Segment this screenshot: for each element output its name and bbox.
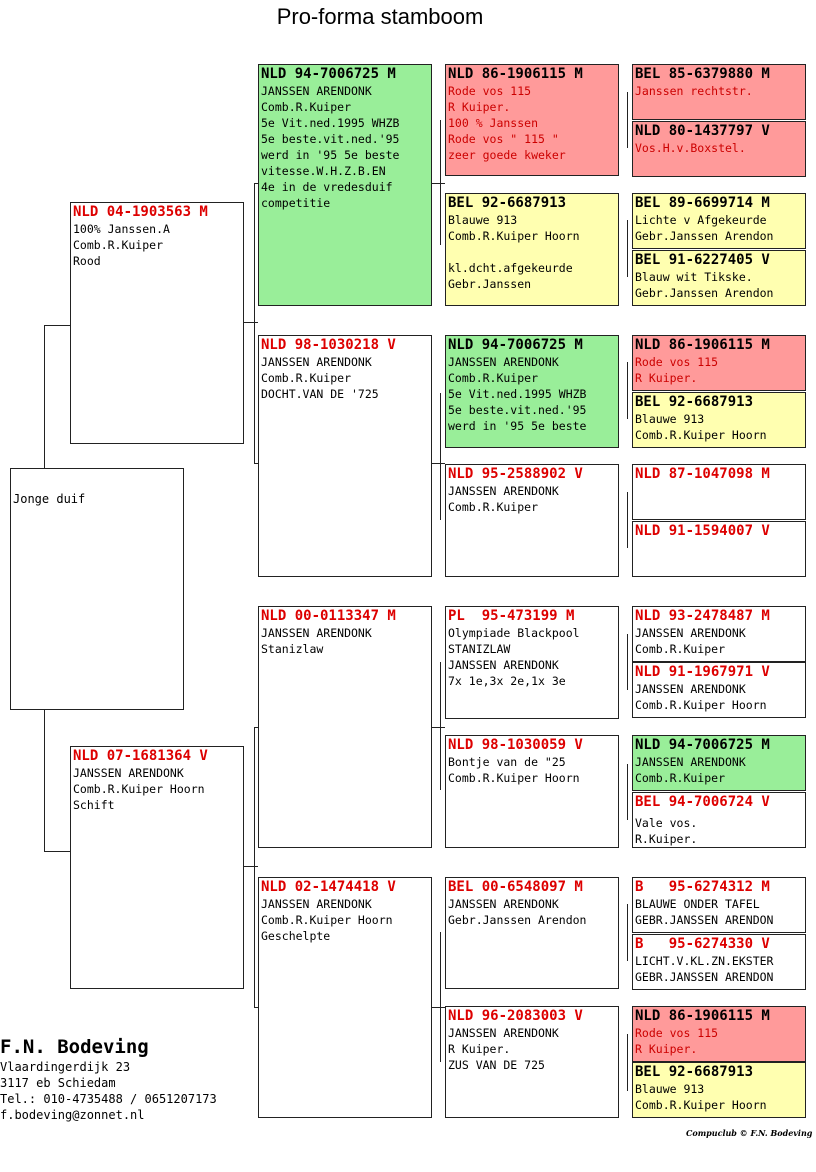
connector [432,1007,445,1008]
owner-name: F.N. Bodeving [0,1036,149,1058]
connector [627,492,628,548]
info-line: Blauwe 913 [635,412,705,426]
pigeon-box [258,877,432,1118]
info-line: Olympiade Blackpool [448,626,580,640]
connector [627,634,628,690]
info-line: 4e in de vredesduif [261,180,393,194]
email-line: f.bodeving@zonnet.nl [0,1108,145,1122]
info-line: 5e Vit.ned.1995 WHZB [448,387,587,401]
info-line: 5e beste.vit.ned.'95 [448,403,587,417]
info-line: Comb.R.Kuiper [261,371,352,385]
info-line: 7x 1e,3x 2e,1x 3e [448,674,566,688]
info-line: 100 % Janssen [448,116,539,130]
pigeon-box [258,335,432,577]
info-line: Comb.R.Kuiper [73,238,164,252]
info-line: R Kuiper. [448,1042,511,1056]
pigeon-box [445,1006,619,1118]
info-line: Comb.R.Kuiper [448,500,539,514]
connector [243,322,258,323]
connector [440,120,441,245]
info-line: JANSSEN ARENDONK [261,84,372,98]
info-line: Vos.H.v.Boxstel. [635,141,746,155]
ring-number: B 95-6274330 V [635,936,770,952]
connector [44,851,70,852]
info-line: vitesse.W.H.Z.B.EN [261,164,386,178]
connector [432,183,445,184]
pigeon-box [632,392,806,448]
info-line: JANSSEN ARENDONK [261,897,372,911]
ring-number: NLD 87-1047098 M [635,466,770,482]
pigeon-box [445,735,619,848]
info-line: Comb.R.Kuiper Hoorn [73,782,205,796]
connector [44,325,70,326]
ring-number: NLD 86-1906115 M [635,337,770,353]
info-line: STANIZLAW [448,642,511,656]
ring-number: NLD 94-7006725 M [261,66,396,82]
pigeon-box [632,464,806,520]
info-line: Rode vos 115 [635,355,719,369]
pigeon-box [632,335,806,391]
connector [627,1034,628,1091]
info-line: JANSSEN ARENDONK [635,755,746,769]
pigeon-box [632,521,806,577]
ring-number: BEL 92-6687913 [448,195,567,211]
pigeon-box [445,877,619,989]
dam-box [70,746,244,989]
ring-number: NLD 98-1030218 V [261,337,396,353]
info-line: Vale vos. [635,816,698,830]
address-line: 3117 eb Schiedam [0,1076,116,1090]
info-line: Comb.R.Kuiper [448,371,539,385]
info-line: JANSSEN ARENDONK [448,484,559,498]
ring-number: B 95-6274312 M [635,879,770,895]
address-line: Vlaardingerdijk 23 [0,1060,131,1074]
connector [627,362,628,419]
info-line: JANSSEN ARENDONK [635,682,746,696]
ring-number: NLD 07-1681364 V [73,748,208,764]
pigeon-box [632,1062,806,1118]
info-line: 5e Vit.ned.1995 WHZB [261,116,400,130]
info-line: Comb.R.Kuiper [635,771,726,785]
info-line: Lichte v Afgekeurde [635,213,767,227]
info-line [446,244,618,260]
info-line: JANSSEN ARENDONK [635,626,746,640]
pigeon-box [258,606,432,848]
info-line: GEBR.JANSSEN ARENDON [635,970,774,984]
ring-number: NLD 98-1030059 V [448,737,583,753]
info-line: werd in '95 5e beste [448,419,587,433]
info-line: Blauwe 913 [635,1082,705,1096]
info-line: ZUS VAN DE 725 [448,1058,545,1072]
info-line: Blauwe 913 [448,213,518,227]
ring-number: BEL 89-6699714 M [635,195,770,211]
pigeon-box [632,662,806,718]
pigeon-box [632,250,806,306]
connector [627,92,628,148]
info-line: R Kuiper. [635,1042,698,1056]
credit-line: Compuclub © F.N. Bodeving [686,1128,813,1138]
ring-number: NLD 95-2588902 V [448,466,583,482]
info-line: BLAUWE ONDER TAFEL [635,897,760,911]
info-line: Comb.R.Kuiper Hoorn [261,913,393,927]
connector [432,727,445,728]
connector [627,904,628,961]
info-line: Rode vos 115 [635,1026,719,1040]
connector [432,463,445,464]
info-line: JANSSEN ARENDONK [73,766,184,780]
info-line: R Kuiper. [448,100,511,114]
ring-number: BEL 92-6687913 [635,394,754,410]
pigeon-box [445,464,619,577]
pigeon-box [632,193,806,249]
sire-box [70,202,244,444]
ring-number: NLD 96-2083003 V [448,1008,583,1024]
info-line: JANSSEN ARENDONK [448,355,559,369]
connector [627,764,628,820]
connector [440,662,441,790]
info-line: 100% Janssen.A [73,222,170,236]
info-line: JANSSEN ARENDONK [448,897,559,911]
ring-number: NLD 91-1594007 V [635,523,770,539]
connector [627,220,628,277]
pigeon-box [632,606,806,662]
info-line: Rode vos 115 [448,84,532,98]
ring-number: BEL 94-7006724 V [635,794,770,810]
connector [44,325,45,469]
connector [440,393,441,520]
info-line: GEBR.JANSSEN ARENDON [635,913,774,927]
connector [254,183,255,463]
phone-line: Tel.: 010-4735488 / 0651207173 [0,1092,217,1106]
pigeon-box [632,121,806,177]
connector [44,710,45,852]
ring-number: NLD 86-1906115 M [635,1008,770,1024]
pigeon-box [632,934,806,990]
ring-number: NLD 94-7006725 M [635,737,770,753]
info-line: Comb.R.Kuiper Hoorn [635,1098,767,1112]
connector [440,932,441,1062]
ring-number: NLD 00-0113347 M [261,608,396,624]
info-line: Stanizlaw [261,642,324,656]
info-line: Rode vos " 115 " [448,132,559,146]
pigeon-box [445,606,619,719]
info-line: Comb.R.Kuiper Hoorn [635,428,767,442]
info-line: Comb.R.Kuiper Hoorn [448,229,580,243]
info-line: Geschelpte [261,929,331,943]
pigeon-box [445,64,619,176]
info-line: werd in '95 5e beste [261,148,400,162]
info-line: 5e beste.vit.ned.'95 [261,132,400,146]
info-line: Gebr.Janssen Arendon [635,286,774,300]
ring-number: BEL 85-6379880 M [635,66,770,82]
ring-number: NLD 04-1903563 M [73,204,208,220]
ring-number: BEL 00-6548097 M [448,879,583,895]
info-line: JANSSEN ARENDONK [448,658,559,672]
pigeon-box [632,792,806,848]
ring-number: NLD 80-1437797 V [635,123,770,139]
info-line: competitie [261,196,331,210]
ring-number: NLD 02-1474418 V [261,879,396,895]
young-pigeon-label: Jonge duif [13,492,86,506]
connector [243,866,258,867]
pigeon-box [258,64,432,306]
ring-number: NLD 86-1906115 M [448,66,583,82]
info-line: JANSSEN ARENDONK [261,626,372,640]
pigeon-box [632,735,806,791]
info-line: Janssen rechtstr. [635,84,753,98]
info-line: JANSSEN ARENDONK [448,1026,559,1040]
info-line: Blauw wit Tikske. [635,270,753,284]
ring-number: BEL 92-6687913 [635,1064,754,1080]
info-line: Gebr.Janssen Arendon [635,229,774,243]
info-line: JANSSEN ARENDONK [261,355,372,369]
ring-number: BEL 91-6227405 V [635,252,770,268]
info-line: Gebr.Janssen [448,277,532,291]
info-line: Schift [73,798,115,812]
ring-number: NLD 94-7006725 M [448,337,583,353]
info-line: R.Kuiper. [635,832,698,846]
info-line: LICHT.V.KL.ZN.EKSTER [635,954,774,968]
info-line: Bontje van de "25 [448,755,566,769]
ring-number: PL 95-473199 M [448,608,575,624]
info-line: Comb.R.Kuiper [261,100,352,114]
info-line: zeer goede kweker [448,148,566,162]
info-line: Comb.R.Kuiper Hoorn [635,698,767,712]
info-line: DOCHT.VAN DE '725 [261,387,379,401]
info-line: Comb.R.Kuiper Hoorn [448,771,580,785]
pigeon-box [445,335,619,448]
info-line: Gebr.Janssen Arendon [448,913,587,927]
ring-number: NLD 91-1967971 V [635,664,770,680]
pigeon-box [632,1006,806,1062]
ring-number: NLD 93-2478487 M [635,608,770,624]
young-pigeon-box [10,468,184,710]
info-line: Comb.R.Kuiper [635,642,726,656]
pigeon-box [445,193,619,306]
page-title: Pro-forma stamboom [276,4,484,29]
connector [254,727,255,1007]
info-line: Rood [73,254,101,268]
pigeon-box [632,877,806,933]
info-line: R Kuiper. [635,371,698,385]
info-line: kl.dcht.afgekeurde [448,261,573,275]
pigeon-box [632,64,806,120]
